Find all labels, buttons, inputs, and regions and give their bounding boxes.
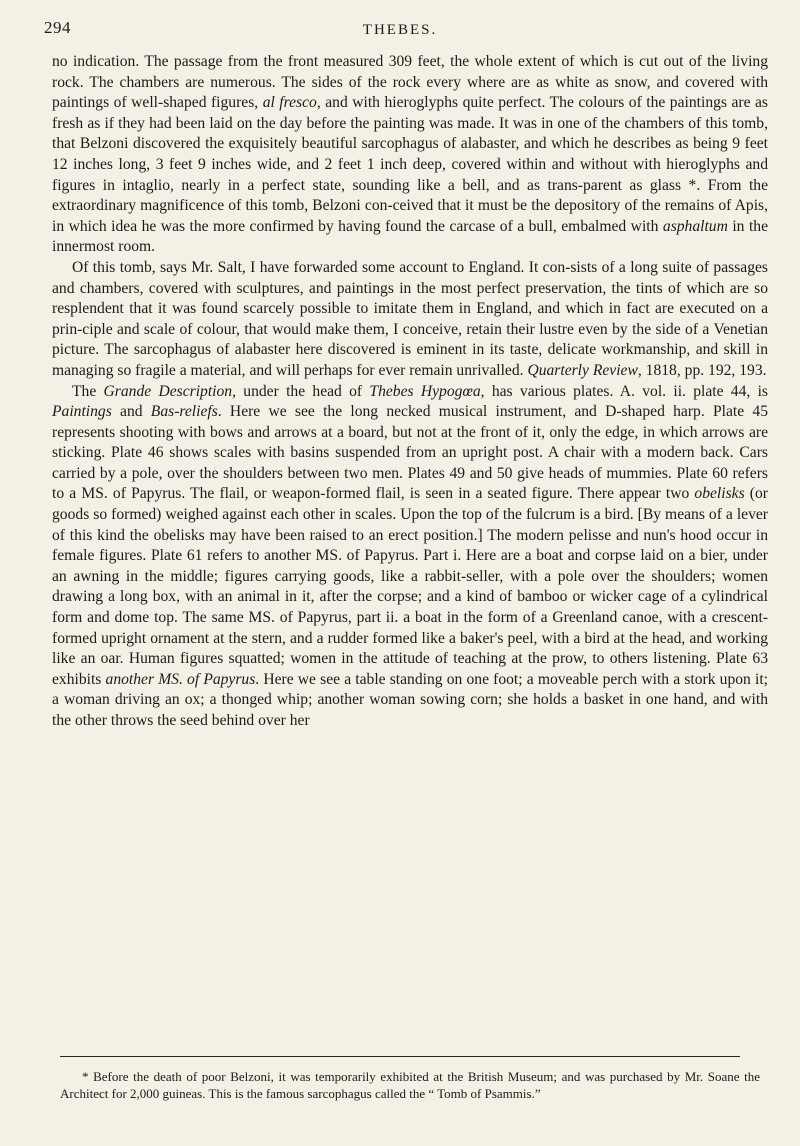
italic-run: Quarterly Review [527, 361, 638, 379]
italic-run: asphaltum [662, 217, 728, 235]
text-run: , and with hieroglyphs quite perfect. The colours of the paintings are as fresh as if they had been laid on the day before the painting was made. It was in one of the chambers of this tomb, that Belzoni discovered the exquisitely beautiful sarcophagus of alabaster, and which he describes as being 9 feet 12 inches long, 3 feet 9 inches wide, and 2 feet 1 inch deep, covered within and without with hieroglyphs and figures in intaglio, nearly in a perfect state, sounding like a bell, and as trans-parent as glass *. From the extraordinary magnificence of this tomb, Belzoni con-ceived that it must be the depository of the remains of Apis, in which idea he was the more confirmed by having found the carcase of a bull, embalmed with [52, 94, 768, 235]
footnote-rule [60, 1056, 740, 1057]
text-run: . Here we see a table standing on one foot; a moveable perch with a stork upon it; a woman driving an ox; a thonged whip; another woman sowing corn; she holds a basket in one hand, and with the other throws the seed behind over her [52, 670, 768, 729]
body-text [52, 52, 768, 732]
paragraph-3 [52, 382, 768, 732]
text-run: and [111, 403, 151, 421]
text-run: no indication. The passage from the front measured 309 feet, the whole extent of which is cut out of the living rock. The chambers are numerous. The sides of the rock every where are as white as snow, and covered with paintings of well-shaped figures, [52, 53, 768, 112]
text-run: (or goods so formed) weighed against each other in scales. Upon the top of the fulcrum is a bird. [By means of a lever of this kind the obelisks may have been raised to an erect position.] The modern pelisse and nun's hood occur in female figures. Plate 61 refers to another MS. of Papyrus. Part i. Here are a boat and corpse laid on a bier, under an awning in the middle; figures carrying goods, like a rabbit-seller, with a pole over the shoulders; women drawing a long box, with an animal in it, after the corpse; and a kind of bamboo or wicker cage of a cylindrical form and dome top. The same MS. of Papyrus, part ii. a boat in the form of a Greenland canoe, with a crescent-formed upright ornament at the stern, and a rudder formed like a baker's peel, with a bird at the head, and working like an oar. Human figures squatted; women in the attitude of teaching at the prow, to others listening. Plate 63 exhibits [52, 485, 768, 688]
italic-run: another MS. of Papyrus [105, 670, 256, 688]
italic-run: al fresco [262, 94, 317, 112]
page-number: 294 [44, 18, 71, 37]
italic-run: Grande Description [103, 382, 233, 400]
text-run: in the innermost room. [52, 217, 768, 256]
footnote-text: * Before the death of poor Belzoni, it was temporarily exhibited at the British Museum; and was purchased by Mr. Soane the Architect for 2,000 guineas. This is the famous sarcophagus called the “ Tomb of Psammis.” [60, 1069, 760, 1101]
running-title: THEBES. [362, 22, 438, 38]
text-run: , 1818, pp. 192, 193. [637, 361, 767, 379]
text-run: Of this tomb, says Mr. Salt, I have forwarded some account to England. It con-sists of a long suite of passages and chambers, covered with sculptures, and paintings in the most perfect preservation, the tints of which are so resplendent that it was found scarcely possible to imitate them in England, and which in fact are executed on a prin-ciple and scale of colour, that would make them, I conceive, retain their lustre even by the side of a Venetian picture. The sarcophagus of alabaster here discovered is eminent in its taste, delicate workmanship, and skill in managing so fragile a material, and will perhaps for ever remain unrivalled. [52, 258, 768, 379]
text-run: The [72, 382, 104, 400]
text-run: , has various plates. A. vol. ii. plate 44, is [480, 382, 768, 400]
italic-run: Bas-reliefs [150, 403, 218, 421]
footnote [60, 1068, 760, 1102]
italic-run: Thebes Hypogœa [369, 382, 481, 400]
text-run: , under the head of [232, 382, 370, 400]
italic-run: Paintings [52, 403, 112, 421]
text-run: . Here we see the long necked musical instrument, and D-shaped harp. Plate 45 represents shooting with bows and arrows at a board, but not at the front of it, only the edge, in which arrows are sticking. Plate 46 shows scales with basins suspended from an upright post. A chair with a modern back. Cars carried by a pole, over the shoulders between two men. Plates 49 and 50 give heads of mummies. Plate 60 refers to a MS. of Papyrus. The flail, or weapon-formed flail, is seen in a seated figure. There appear two [52, 403, 768, 503]
italic-run: obelisks [694, 485, 745, 503]
paragraph-2 [52, 258, 768, 382]
paragraph-1 [52, 52, 768, 258]
